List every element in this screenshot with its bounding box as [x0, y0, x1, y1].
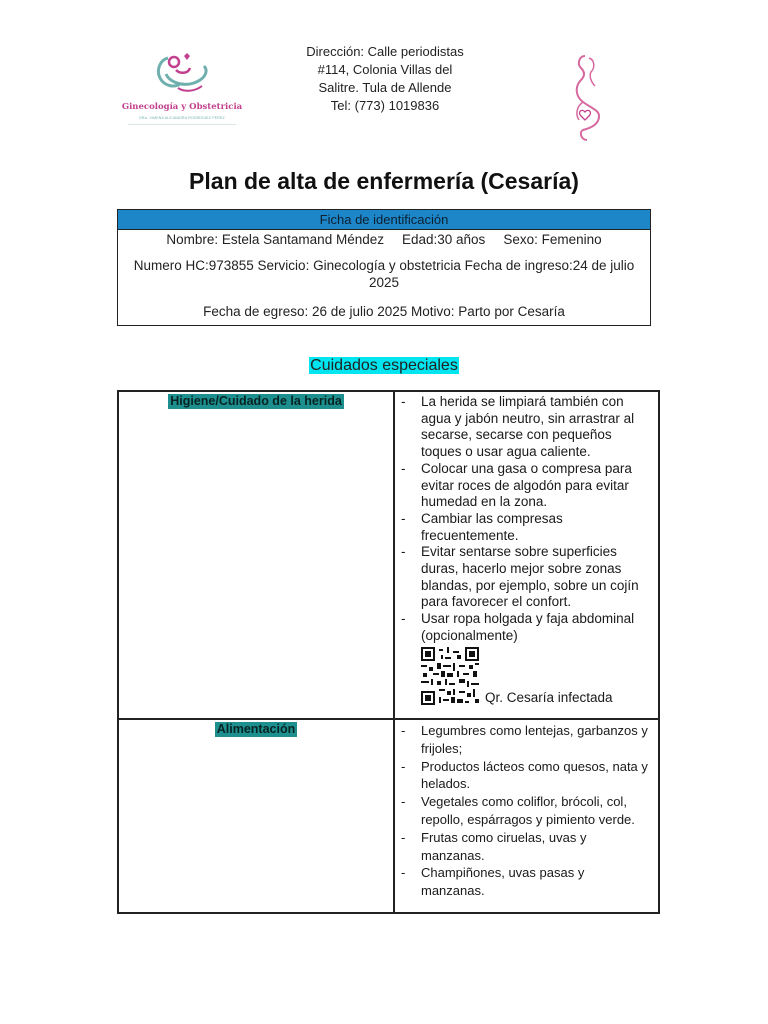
- food-content-cell: [394, 719, 659, 913]
- mother-baby-logo-icon: [118, 44, 246, 104]
- food-label: Alimentación: [216, 722, 296, 736]
- table-row: [118, 719, 659, 913]
- patient-age: Edad:30 años: [401, 232, 486, 247]
- care-table: [117, 390, 660, 914]
- page-title: Plan de alta de enfermería (Cesaría): [189, 168, 579, 194]
- section-title-text: Cuidados especiales: [310, 357, 458, 374]
- identification-card: [117, 209, 651, 326]
- list-item: - Legumbres como lentejas, garbanzos y frijoles;: [421, 722, 650, 758]
- qr-block: [421, 645, 658, 707]
- clinic-address: [288, 43, 482, 115]
- list-item: - Usar ropa holgada y faja abdominal (opcionalmente): [421, 611, 650, 644]
- food-list: [395, 722, 658, 900]
- record-service-row: Numero HC:973855 Servicio: Ginecología y obstetricia Fecha de ingreso:24 de julio 2025: [133, 258, 635, 290]
- document-header: [0, 40, 768, 140]
- logo-text: Ginecología y Obstetricia: [121, 102, 243, 112]
- logo-subtext: DRA. XIMENA ALEJANDRA RODRÍGUEZ PEREZ: [139, 116, 225, 120]
- qr-code-icon[interactable]: [421, 647, 479, 705]
- address-line: Salitre. Tula de Allende: [318, 80, 452, 95]
- hygiene-label-cell: [118, 391, 394, 719]
- list-item: - Vegetales como coliflor, brócoli, col, repollo, espárragos y pimiento verde.: [421, 793, 650, 829]
- identification-heading: Ficha de identificación: [118, 210, 650, 230]
- section-title: [0, 357, 768, 375]
- hygiene-label: Higiene/Cuidado de la herida: [170, 394, 342, 408]
- list-item: - Frutas como ciruelas, uvas y manzanas.: [421, 829, 650, 865]
- list-item: - Cambiar las compresas frecuentemente.: [421, 511, 650, 544]
- food-label-cell: [118, 719, 394, 913]
- qr-caption: Qr. Cesaría infectada: [485, 689, 613, 705]
- address-line: Dirección: Calle periodistas: [306, 44, 464, 59]
- patient-basics-row: [118, 231, 650, 248]
- address-line: #114, Colonia Villas del: [317, 62, 453, 77]
- logo-divider: [128, 124, 236, 125]
- list-item: - Evitar sentarse sobre superficies duras, hacerlo mejor sobre zonas blandas, por ejemplo, sobre un cojín para favorecer el confort.: [421, 544, 650, 611]
- pregnant-woman-icon: [555, 50, 615, 145]
- list-item: - Productos lácteos como quesos, nata y helados.: [421, 758, 650, 794]
- table-row: [118, 391, 659, 719]
- clinic-logo: [118, 44, 246, 132]
- patient-name: Nombre: Estela Santamand Méndez: [166, 232, 384, 247]
- hygiene-list: [395, 394, 658, 645]
- list-item: - Champiñones, uvas pasas y manzanas.: [421, 864, 650, 900]
- list-item: - Colocar una gasa o compresa para evitar roces de algodón para evitar humedad en la zona.: [421, 461, 650, 511]
- list-item: - La herida se limpiará también con agua y jabón neutro, sin arrastrar al secarse, secarse con pequeños toques o usar agua caliente.: [421, 394, 650, 461]
- phone-line: Tel: (773) 1019836: [330, 98, 440, 113]
- hygiene-content-cell: [394, 391, 659, 719]
- discharge-row: Fecha de egreso: 26 de julio 2025 Motivo: Parto por Cesaría: [203, 304, 565, 319]
- patient-sex: Sexo: Femenino: [503, 232, 602, 247]
